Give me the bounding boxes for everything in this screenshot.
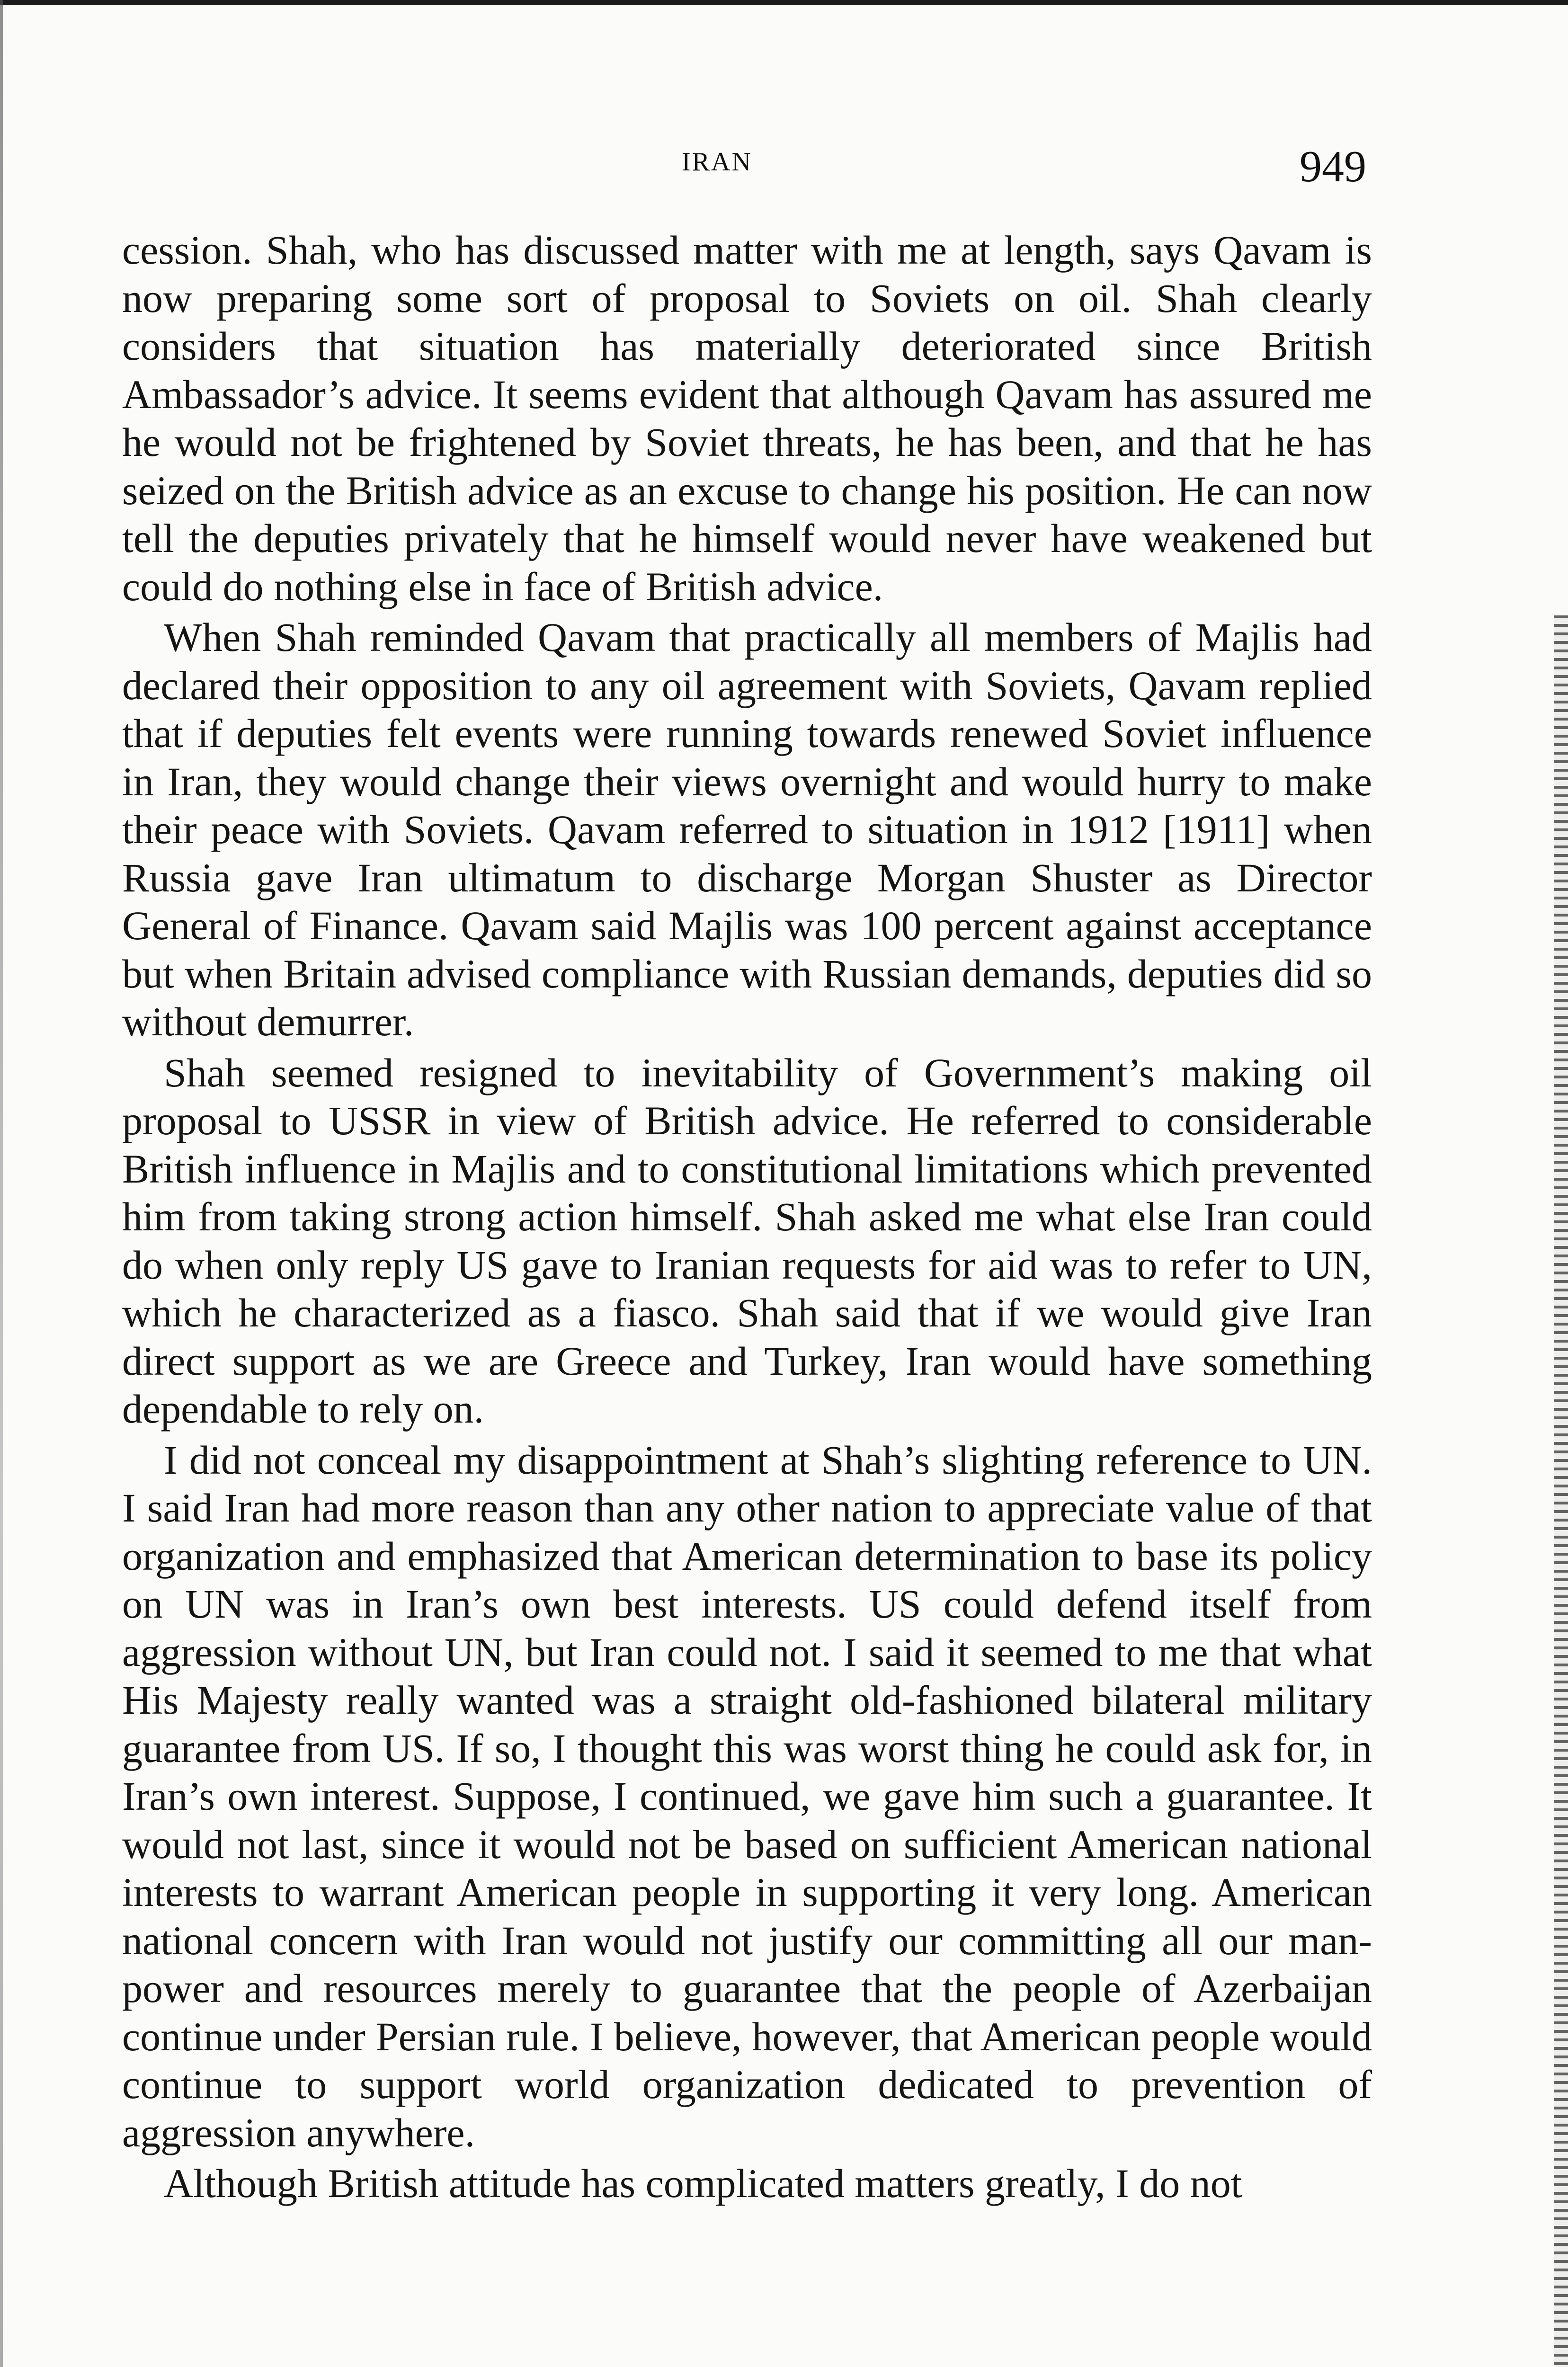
paragraph: I did not conceal my disappointment at Shah’s slighting reference to UN. I said Iran had more reason than any other nation to appreciate value of that organization and emphasized that American determination to base its policy on UN was in Iran’s own best interests. US could defend itself from aggression without UN, but Iran could not. I said it seemed to me that what His Majesty really wanted was a straight old-fashioned bilateral military guarantee from US. If so, I thought this was worst thing he could ask for, in Iran’s own interest. Suppose, I continued, we gave him such a guarantee. It would not last, since it would not be based on sufficient American national interests to warrant American people in supporting it very long. American national concern with Iran would not justify our committing all our man-power and resources merely to guarantee that the people of Azerbaijan continue under Persian rule. I believe, however, that American people would continue to support world organization dedicated to prevention of aggression anywhere.	[122, 1437, 1372, 2155]
body-text	[122, 226, 1372, 2208]
paragraph-continuation: cession. Shah, who has discussed matter with me at length, says Qavam is now preparing some sort of proposal to Soviets on oil. Shah clearly considers that situation has materially deteriorated since British Ambassador’s advice. It seems evident that although Qavam has assured me he would not be frightened by Soviet threats, he has been, and that he has seized on the British advice as an excuse to change his position. He can now tell the deputies privately that he himself would never have weakened but could do nothing else in face of British advice.	[122, 227, 1372, 609]
paragraph: When Shah reminded Qavam that practically all members of Majlis had declared their opposition to any oil agreement with Soviets, Qavam replied that if deputies felt events were running towards renewed Soviet influence in Iran, they would change their views overnight and would hurry to make their peace with Soviets. Qavam referred to situation in 1912 [1911] when Russia gave Iran ultimatum to discharge Morgan Shuster as Director General of Finance. Qavam said Majlis was 100 percent against acceptance but when Britain advised compliance with Russian demands, deputies did so without demurrer.	[122, 614, 1372, 1044]
running-title: IRAN	[682, 147, 752, 177]
right-page-edge	[1554, 615, 1568, 2367]
paragraph: Although British attitude has complicated matters greatly, I do not	[164, 2161, 1242, 2206]
top-edge-rule	[0, 0, 1568, 5]
page-number: 949	[1300, 142, 1366, 191]
left-page-edge	[0, 0, 3, 2367]
paragraph: Shah seemed resigned to inevitability of Government’s making oil proposal to USSR in view of British advice. He referred to considerable British influence in Majlis and to constitutional limitations which prevented him from taking strong action himself. Shah asked me what else Iran could do when only reply US gave to Iranian requests for aid was to refer to UN, which he characterized as a fiasco. Shah said that if we would give Iran direct support as we are Greece and Turkey, Iran would have something dependable to rely on.	[122, 1050, 1372, 1432]
